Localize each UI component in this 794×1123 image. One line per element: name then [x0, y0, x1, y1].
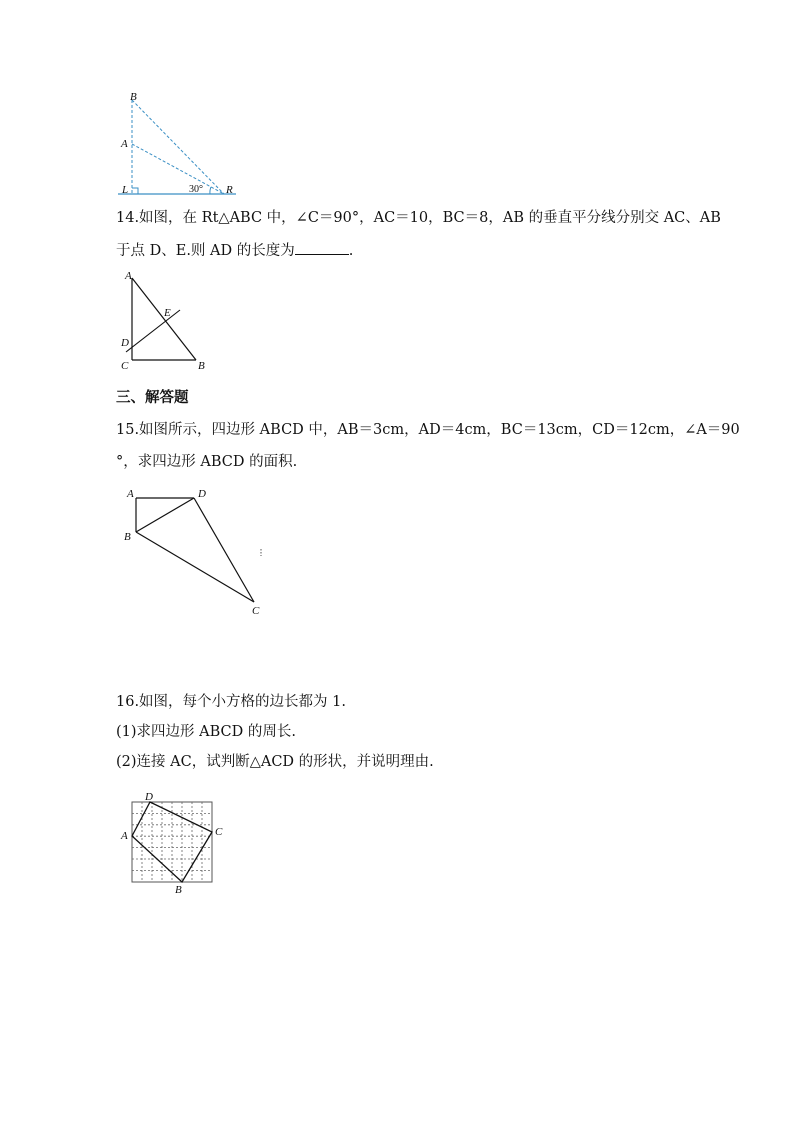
fig16-label-A: A [121, 830, 128, 842]
fig13-angle-arc [210, 187, 211, 194]
fig13-label-L: L [122, 184, 129, 196]
q15-line1: 15.如图所示，四边形 ABCD 中，AB＝3cm，AD＝4cm，BC＝13cm，CD＝12cm，∠A＝90 [116, 422, 740, 438]
fig16-label-B: B [175, 884, 182, 896]
fig14-label-A: A [125, 270, 132, 282]
fig13-label-R: R [226, 184, 233, 196]
fig15-diagonal-BD [136, 498, 194, 532]
fig16-label-D: D [145, 791, 153, 803]
q16-part1: (1)求四边形 ABCD 的周长. [116, 724, 296, 740]
fig13-line-AR [132, 144, 224, 194]
q14-line2-text: 于点 D、E.则 AD 的长度为 [116, 243, 295, 259]
fig15-label-C: C [252, 605, 260, 617]
q14-line1: 14.如图，在 Rt△ABC 中，∠C＝90°，AC＝10，BC＝8，AB 的垂直平分线分别交 AC、AB [116, 210, 721, 226]
q14-answer-blank[interactable] [295, 240, 349, 255]
q14-line2 [116, 240, 353, 261]
fig15-label-A: A [127, 488, 134, 500]
fig14-label-E: E [164, 307, 171, 319]
fig13-label-A: A [121, 138, 128, 150]
fig13-label-angle: 30° [189, 184, 203, 195]
fig14-label-D: D [121, 337, 129, 349]
fig14-label-C: C [121, 360, 129, 372]
fig16-label-C: C [215, 826, 223, 838]
figure-q14 [116, 268, 226, 376]
figure-q13 [110, 90, 250, 200]
q16-part2: (2)连接 AC，试判断△ACD 的形状，并说明理由. [116, 754, 434, 770]
fig15-label-B: B [124, 531, 131, 543]
fig15-label-D: D [198, 488, 206, 500]
fig14-perpendicular-bisector [126, 310, 180, 352]
figure-q16 [118, 790, 228, 896]
figure-q15 [118, 484, 278, 620]
fig15-side-DC [194, 498, 254, 602]
fig13-line-BR [132, 100, 224, 194]
section3-title: 三、解答题 [116, 389, 189, 406]
q15-line2: °，求四边形 ABCD 的面积. [116, 454, 298, 470]
q16-line1: 16.如图，每个小方格的边长都为 1. [116, 694, 347, 710]
fig13-right-angle-mark [132, 188, 138, 194]
q14-line2-end: . [348, 243, 354, 259]
fig13-label-B: B [130, 91, 137, 103]
fig15-side-BC [136, 532, 254, 602]
fig14-label-B: B [198, 360, 205, 372]
fig14-side-AB [132, 278, 196, 360]
